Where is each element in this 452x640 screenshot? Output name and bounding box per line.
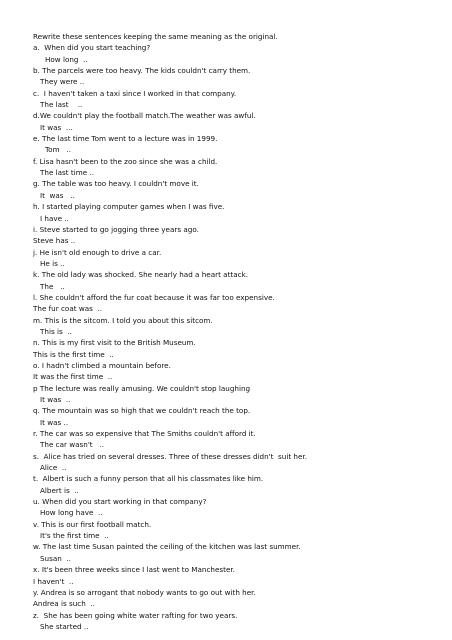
exercise-sentence: m. This is the sitcom. I told you about this sitcom. <box>33 315 213 325</box>
answer-prompt: It was .. <box>40 417 69 427</box>
exercise-sentence: e. The last time Tom went to a lecture was in 1999. <box>33 134 218 144</box>
answer-prompt: It was .. <box>40 190 75 200</box>
exercise-sentence: y. Andrea is so arrogant that nobody wants to go out with her. <box>33 587 256 597</box>
exercise-sentence: b. The parcels were too heavy. The kids couldn't carry them. <box>33 66 251 76</box>
answer-prompt: Tom .. <box>45 145 71 155</box>
answer-prompt: Andrea is such .. <box>33 599 95 609</box>
exercise-sentence: o. I hadn't climbed a mountain before. <box>33 360 171 370</box>
answer-prompt: I have .. <box>40 213 69 223</box>
answer-prompt: The car wasn't .. <box>40 440 105 450</box>
exercise-sentence: r. The car was so expensive that The Smiths couldn't afford it. <box>33 429 256 439</box>
answer-prompt: This is the first time .. <box>33 349 114 359</box>
answer-prompt: How long have .. <box>40 508 103 518</box>
exercise-sentence: h. I started playing computer games when I was five. <box>33 202 225 212</box>
exercise-sentence: g. The table was too heavy. I couldn't move it. <box>33 179 199 189</box>
answer-prompt: He is .. <box>40 258 65 268</box>
answer-prompt: The last .. <box>40 100 83 110</box>
instructions: Rewrite these sentences keeping the same meaning as the original. <box>33 32 278 41</box>
answer-prompt: The fur coat was .. <box>33 304 103 314</box>
exercise-sentence: x. It's been three weeks since I last went to Manchester. <box>33 565 235 575</box>
exercise-sentence: k. The old lady was shocked. She nearly had a heart attack. <box>33 270 249 280</box>
exercise-list <box>33 42 433 632</box>
answer-prompt: How long .. <box>45 54 88 64</box>
answer-prompt: She started .. <box>40 621 89 631</box>
exercise-sentence: d.We couldn't play the football match.The weather was awful. <box>33 111 256 121</box>
exercise-sentence: f. Lisa hasn't been to the zoo since she was a child. <box>33 156 218 166</box>
answer-prompt: It was ... <box>40 122 73 132</box>
exercise-sentence: p The lecture was really amusing. We couldn't stop laughing <box>33 383 251 393</box>
exercise-sentence: t. Albert is such a funny person that all his classmates like him. <box>33 474 264 484</box>
answer-prompt: This is .. <box>40 326 72 336</box>
exercise-sentence: q. The mountain was so high that we couldn't reach the top. <box>33 406 251 416</box>
exercise-sentence: n. This is my first visit to the British Museum. <box>33 338 196 348</box>
answer-prompt: The .. <box>40 281 65 291</box>
exercise-sentence: l. She couldn't afford the fur coat because it was far too expensive. <box>33 292 275 302</box>
answer-prompt: Albert is .. <box>40 485 79 495</box>
answer-prompt: It was the first time .. <box>33 372 113 382</box>
exercise-sentence: w. The last time Susan painted the ceiling of the kitchen was last summer. <box>33 542 301 552</box>
exercise-sentence: j. He isn't old enough to drive a car. <box>33 247 162 257</box>
exercise-sentence: z. She has been going white water rafting for two years. <box>33 610 238 620</box>
exercise-sentence: v. This is our first football match. <box>33 519 152 529</box>
answer-prompt: The last time .. <box>40 168 94 178</box>
exercise-sentence: s. Alice has tried on several dresses. Three of these dresses didn't suit her. <box>33 451 307 461</box>
exercise-sentence: a. When did you start teaching? <box>33 43 151 53</box>
answer-prompt: They were .. <box>40 77 85 87</box>
exercise-sentence: u. When did you start working in that company? <box>33 497 207 507</box>
answer-prompt: It's the first time .. <box>40 531 109 541</box>
answer-prompt: I haven't .. <box>33 576 74 586</box>
answer-prompt: It was .. <box>40 395 71 404</box>
exercise-sentence: c. I haven't taken a taxi since I worked in that company. <box>33 88 237 98</box>
exercise-sentence: i. Steve started to go jogging three years ago. <box>33 224 199 234</box>
answer-prompt: Susan .. <box>40 553 71 563</box>
answer-prompt: Alice .. <box>40 463 67 473</box>
answer-prompt: Steve has .. <box>33 236 76 246</box>
